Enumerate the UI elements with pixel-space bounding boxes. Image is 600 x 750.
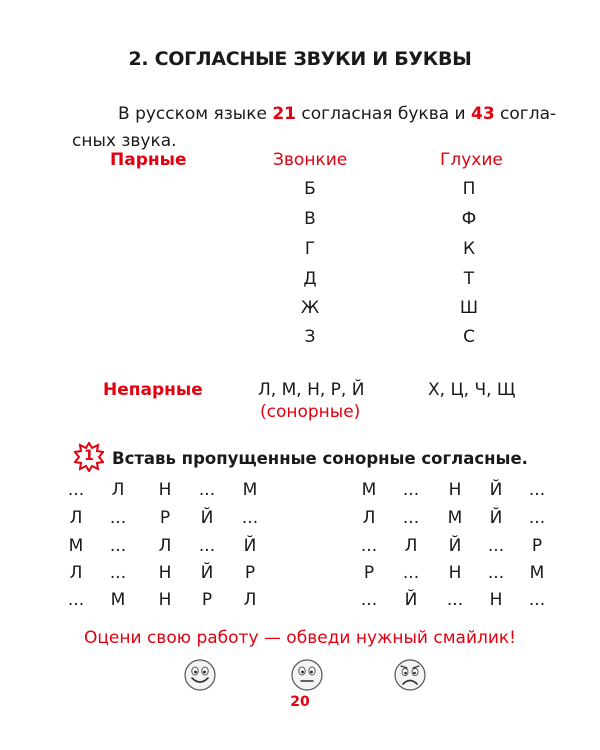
exercise-cell: ... <box>241 508 259 528</box>
exercise-cell: М <box>68 536 84 556</box>
exercise-cell: Н <box>448 480 462 500</box>
page-number: 20 <box>290 694 310 710</box>
exercise-cell: ... <box>360 536 378 556</box>
voiceless-letter: К <box>462 239 476 259</box>
voiced-letter: З <box>304 327 316 347</box>
exercise-cell: Й <box>404 590 418 610</box>
task-number-badge <box>74 442 104 472</box>
intro-line-1 <box>118 101 556 128</box>
exercise-cell: Л <box>362 508 376 528</box>
unpaired-voiceless-letters: Х, Ц, Ч, Щ <box>428 380 516 400</box>
exercise-cell: Н <box>448 563 462 583</box>
letter-count: 21 <box>272 104 296 124</box>
exercise-cell: ... <box>487 563 505 583</box>
sad-face-icon[interactable] <box>392 656 428 692</box>
exercise-cell: Й <box>200 563 214 583</box>
exercise-cell: ... <box>402 563 420 583</box>
exercise-cell: ... <box>402 480 420 500</box>
exercise-cell: Л <box>158 536 172 556</box>
exercise-cell: М <box>110 590 126 610</box>
page-title: 2. СОГЛАСНЫЕ ЗВУКИ И БУКВЫ <box>128 48 472 70</box>
exercise-cell: Н <box>158 480 172 500</box>
intro-text-2: согласная буква и <box>296 104 471 124</box>
intro-text-3: согла- <box>494 104 557 124</box>
exercise-cell: Р <box>244 563 256 583</box>
self-assessment-instruction: Оцени свою работу — обведи нужный смайлик! <box>83 628 516 648</box>
exercise-cell: Р <box>531 536 543 556</box>
voiceless-letter: С <box>463 327 475 347</box>
voiceless-letter: Ф <box>461 209 477 229</box>
exercise-cell: ... <box>402 508 420 528</box>
exercise-cell: Л <box>404 536 418 556</box>
unpaired-label: Непарные <box>103 380 203 400</box>
voiced-letter: Г <box>304 239 316 259</box>
exercise-cell: Л <box>111 480 125 500</box>
exercise-cell: ... <box>360 590 378 610</box>
exercise-cell: Й <box>200 508 214 528</box>
exercise-cell: ... <box>109 508 127 528</box>
voiceless-letter: Ш <box>459 298 479 318</box>
voiced-header: Звонкие <box>273 150 348 170</box>
voiced-letter: Д <box>303 269 317 289</box>
exercise-cell: ... <box>198 480 216 500</box>
exercise-cell: ... <box>109 536 127 556</box>
exercise-cell: Й <box>489 480 503 500</box>
happy-face-icon[interactable] <box>182 656 218 692</box>
exercise-cell: ... <box>487 536 505 556</box>
exercise-cell: М <box>529 563 545 583</box>
paired-label: Парные <box>110 150 187 170</box>
exercise-cell: Л <box>69 508 83 528</box>
exercise-cell: М <box>361 480 377 500</box>
exercise-cell: ... <box>109 563 127 583</box>
exercise-cell: ... <box>67 590 85 610</box>
exercise-cell: ... <box>446 590 464 610</box>
task-number: 1 <box>84 448 94 464</box>
voiced-letter: Б <box>304 179 316 199</box>
voiced-letter: Ж <box>300 298 320 318</box>
exercise-cell: ... <box>198 536 216 556</box>
task-title: Вставь пропущенные сонорные согласные. <box>112 449 528 468</box>
exercise-cell: ... <box>528 480 546 500</box>
neutral-face-icon[interactable] <box>289 656 325 692</box>
exercise-cell: Н <box>158 590 172 610</box>
exercise-cell: ... <box>528 590 546 610</box>
exercise-cell: Н <box>158 563 172 583</box>
exercise-cell: ... <box>528 508 546 528</box>
exercise-cell: Р <box>363 563 375 583</box>
sonorant-note: (сонорные) <box>260 402 361 422</box>
intro-text-1: В русском языке <box>118 104 273 124</box>
voiceless-header: Глухие <box>440 150 503 170</box>
exercise-cell: ... <box>67 480 85 500</box>
exercise-cell: Н <box>489 590 503 610</box>
exercise-cell: Р <box>159 508 171 528</box>
sonorant-letters: Л, М, Н, Р, Й <box>258 380 365 400</box>
exercise-cell: Л <box>69 563 83 583</box>
voiceless-letter: Т <box>463 269 475 289</box>
exercise-cell: Л <box>243 590 257 610</box>
exercise-cell: Й <box>448 536 462 556</box>
voiced-letter: В <box>304 209 316 229</box>
sound-count: 43 <box>470 104 495 124</box>
exercise-cell: Й <box>489 508 503 528</box>
exercise-cell: М <box>242 480 258 500</box>
voiceless-letter: П <box>462 179 476 199</box>
exercise-cell: Р <box>201 590 213 610</box>
intro-line-2: сных звука. <box>72 131 177 151</box>
exercise-cell: Й <box>243 536 257 556</box>
exercise-cell: М <box>447 508 463 528</box>
